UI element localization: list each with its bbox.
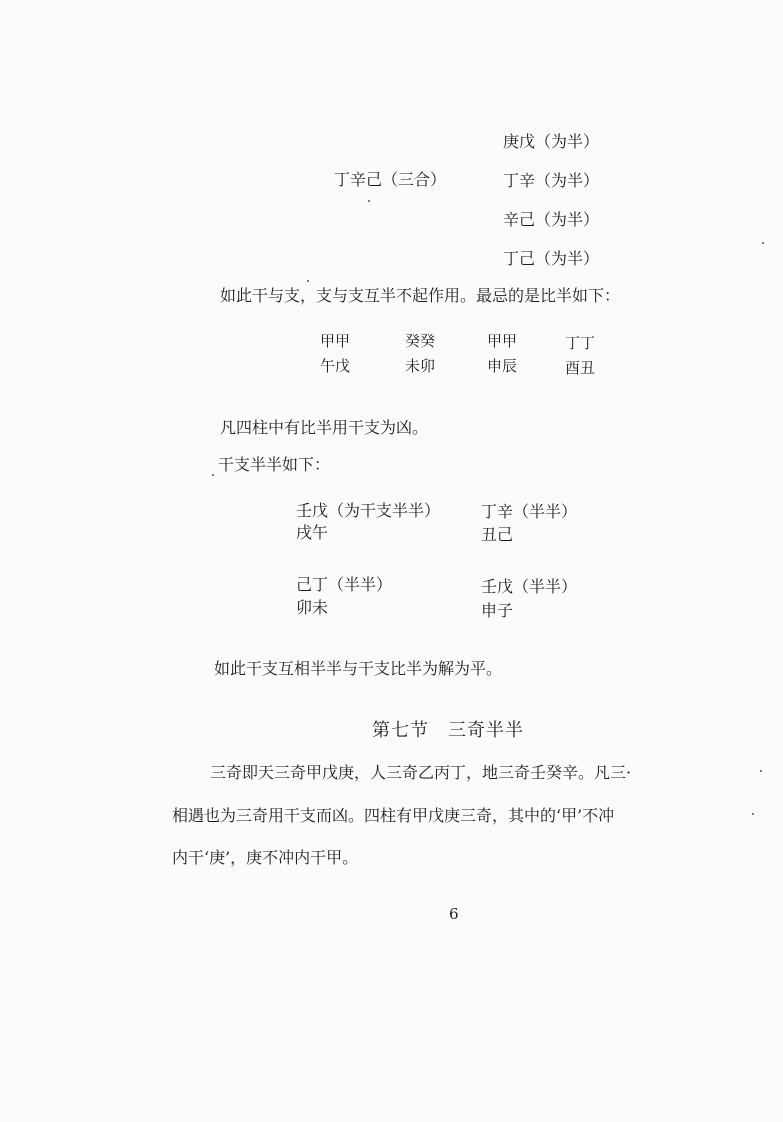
bihan-bottom-2: 未卯 [405, 357, 436, 375]
ganzhi-3-top: 己丁（半半） [296, 575, 393, 594]
bihan-bottom-3: 申辰 [487, 357, 518, 375]
scan-speck [368, 200, 370, 202]
paragraph-4: 如此干支互相半半与干支比半为解为平。 [214, 659, 503, 678]
paragraph-3: 干支半半如下： [218, 455, 331, 474]
block1-line-4: 丁己（为半） [503, 249, 600, 268]
scan-speck [307, 280, 309, 282]
bihan-top-1: 甲甲 [320, 332, 351, 350]
ganzhi-2-bottom: 丑己 [481, 525, 514, 544]
ganzhi-3-bottom: 卯未 [296, 598, 329, 617]
bihan-bottom-4: 酉丑 [565, 359, 596, 377]
bihan-top-4: 丁丁 [565, 334, 596, 352]
block1-left-label: 丁辛己（三合） [334, 170, 447, 189]
paragraph-1: 如此干与支，支与支互半不起作用。最忌的是比半如下： [220, 286, 621, 305]
body-line-2: 相遇也为三奇用干支而凶。四柱有甲戊庚三奇，其中的‘甲’不冲 [172, 806, 615, 825]
block1-line-3: 辛己（为半） [503, 210, 600, 229]
ganzhi-1-bottom: 戌午 [296, 523, 329, 542]
scan-speck [752, 813, 754, 815]
bihan-bottom-1: 午戊 [320, 357, 351, 375]
bihan-top-2: 癸癸 [405, 332, 436, 350]
scan-speck [212, 474, 214, 476]
page-number: 6 [449, 905, 459, 923]
ganzhi-1-top: 壬戊（为干支半半） [296, 501, 441, 520]
body-line-1: 三奇即天三奇甲戊庚，人三奇乙丙丁，地三奇壬癸辛。凡三· [210, 763, 632, 782]
scan-speck [760, 770, 762, 772]
paragraph-2: 凡四柱中有比半用干支为凶。 [220, 418, 429, 437]
block1-line-2: 丁辛（为半） [503, 171, 600, 190]
section-title: 第七节 三奇半半 [372, 720, 524, 741]
block1-line-1: 庚戊（为半） [503, 132, 600, 151]
scan-speck [762, 242, 764, 244]
ganzhi-2-top: 丁辛（半半） [481, 502, 578, 521]
ganzhi-4-bottom: 申子 [481, 601, 514, 620]
body-line-3: 内干‘庚’，庚不冲内干甲。 [172, 848, 359, 867]
bihan-top-3: 甲甲 [487, 332, 518, 350]
ganzhi-4-top: 壬戊（半半） [481, 577, 578, 596]
